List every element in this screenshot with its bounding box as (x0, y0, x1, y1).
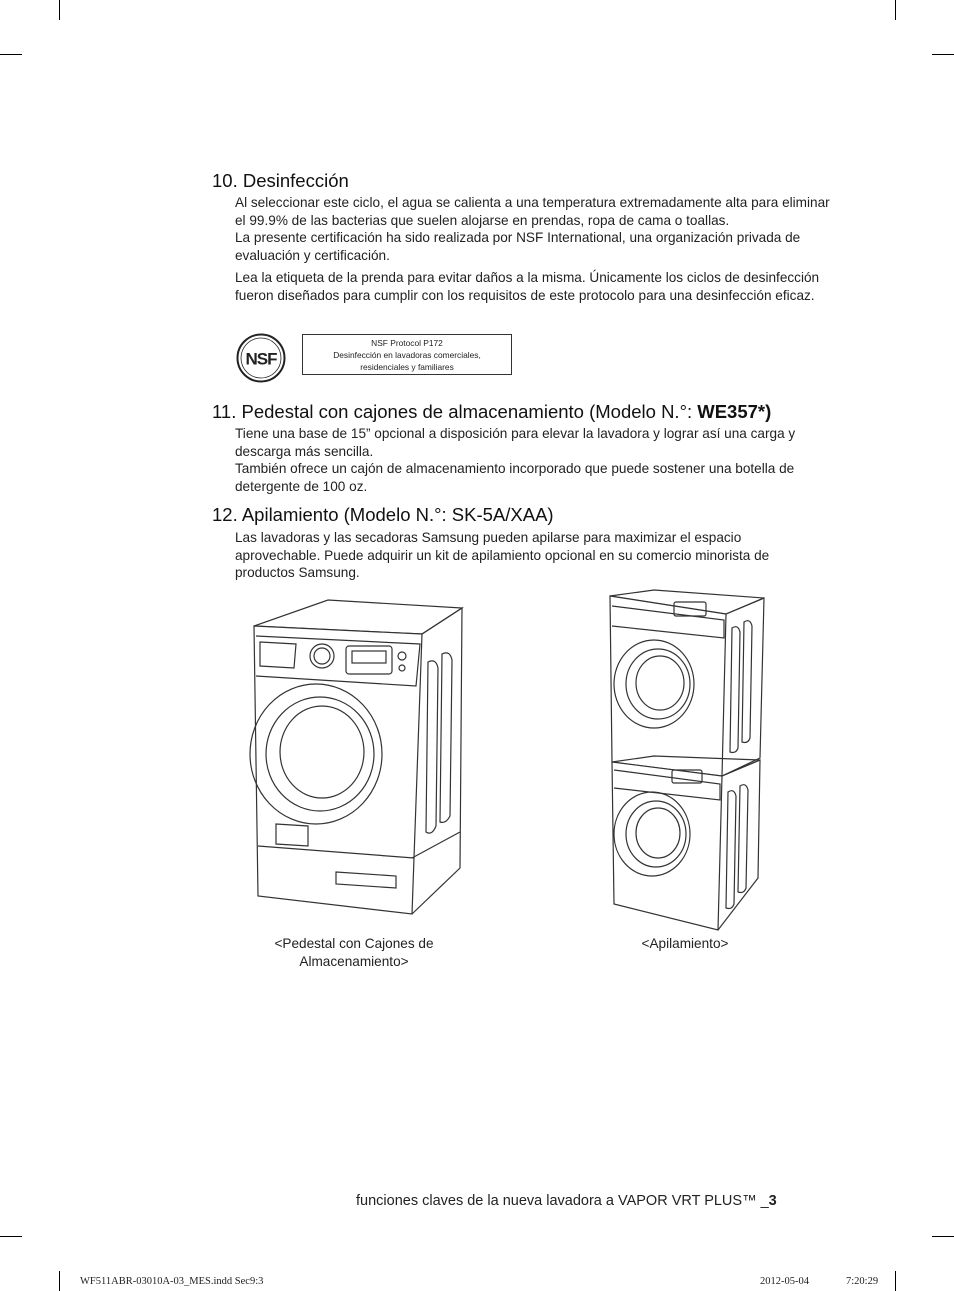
crop-mark (895, 1271, 896, 1291)
section-10-paragraph-3: Lea la etiqueta de la prenda para evitar daños a la misma. Únicamente los ciclos de desinfección fueron diseñados para cumplir con los requisitos de este protocolo para una desinfección eficaz. (235, 270, 820, 303)
section-11-title-normal: 11. Pedestal con cajones de almacenamiento (Modelo N.°: (212, 401, 698, 422)
section-10-paragraph-1: Al seleccionar este ciclo, el agua se calienta a una temperatura extremadamente alta para eliminar el 99.9% de las bacterias que suelen alojarse en prendas, ropa de cama o toallas. (235, 195, 830, 228)
section-12-paragraph-1: Las lavadoras y las secadoras Samsung pueden apilarse para maximizar el espacio aprovechable. Puede adquirir un kit de apilamiento opcional en su comercio minorista de productos Samsung. (235, 530, 770, 581)
crop-mark (0, 54, 22, 55)
slug-file: WF511ABR-03010A-03_MES.indd Sec9:3 (80, 1276, 264, 1287)
section-10-paragraph-2: La presente certificación ha sido realizada por NSF International, una organización privada de evaluación y certificación. (235, 230, 801, 263)
footer-text: funciones claves de la nueva lavadora a VAPOR VRT PLUS™ _ (356, 1193, 769, 1209)
nsf-line-1: NSF Protocol P172 (371, 338, 443, 348)
crop-mark (59, 1271, 60, 1291)
nsf-line-2: Desinfección en lavadoras comerciales, (333, 350, 481, 360)
stacked-washer-dryer-illustration (602, 588, 768, 934)
section-12-title: 12. Apilamiento (Modelo N.°: SK-5A/XAA) (212, 504, 554, 525)
page-footer (356, 1193, 777, 1209)
caption-stack: <Apilamiento> (641, 936, 729, 951)
crop-mark (932, 1236, 954, 1237)
slug-time: 7:20:29 (846, 1276, 879, 1287)
section-10-title: 10. Desinfección (212, 170, 349, 191)
caption-pedestal: <Pedestal con Cajones de Almacenamiento> (274, 936, 434, 969)
page-number: 3 (768, 1193, 777, 1209)
crop-mark (895, 0, 896, 20)
nsf-protocol-box (302, 334, 512, 375)
section-11-title-bold: WE357*) (697, 401, 772, 422)
nsf-logo (236, 333, 286, 383)
crop-mark (59, 0, 60, 20)
section-11-title (212, 401, 771, 423)
svg-text:NSF: NSF (245, 349, 277, 369)
section-11-paragraph-2: También ofrece un cajón de almacenamiento incorporado que puede sostener una botella de detergente de 100 oz. (235, 461, 795, 494)
crop-mark (0, 1236, 22, 1237)
section-11-paragraph-1: Tiene una base de 15” opcional a disposición para elevar la lavadora y lograr así una carga y descarga más sencilla. (235, 426, 796, 459)
crop-mark (932, 54, 954, 55)
nsf-line-3: residenciales y familiares (360, 362, 454, 372)
pedestal-washer-illustration (236, 596, 468, 924)
slug-date: 2012-05-04 (760, 1276, 809, 1287)
